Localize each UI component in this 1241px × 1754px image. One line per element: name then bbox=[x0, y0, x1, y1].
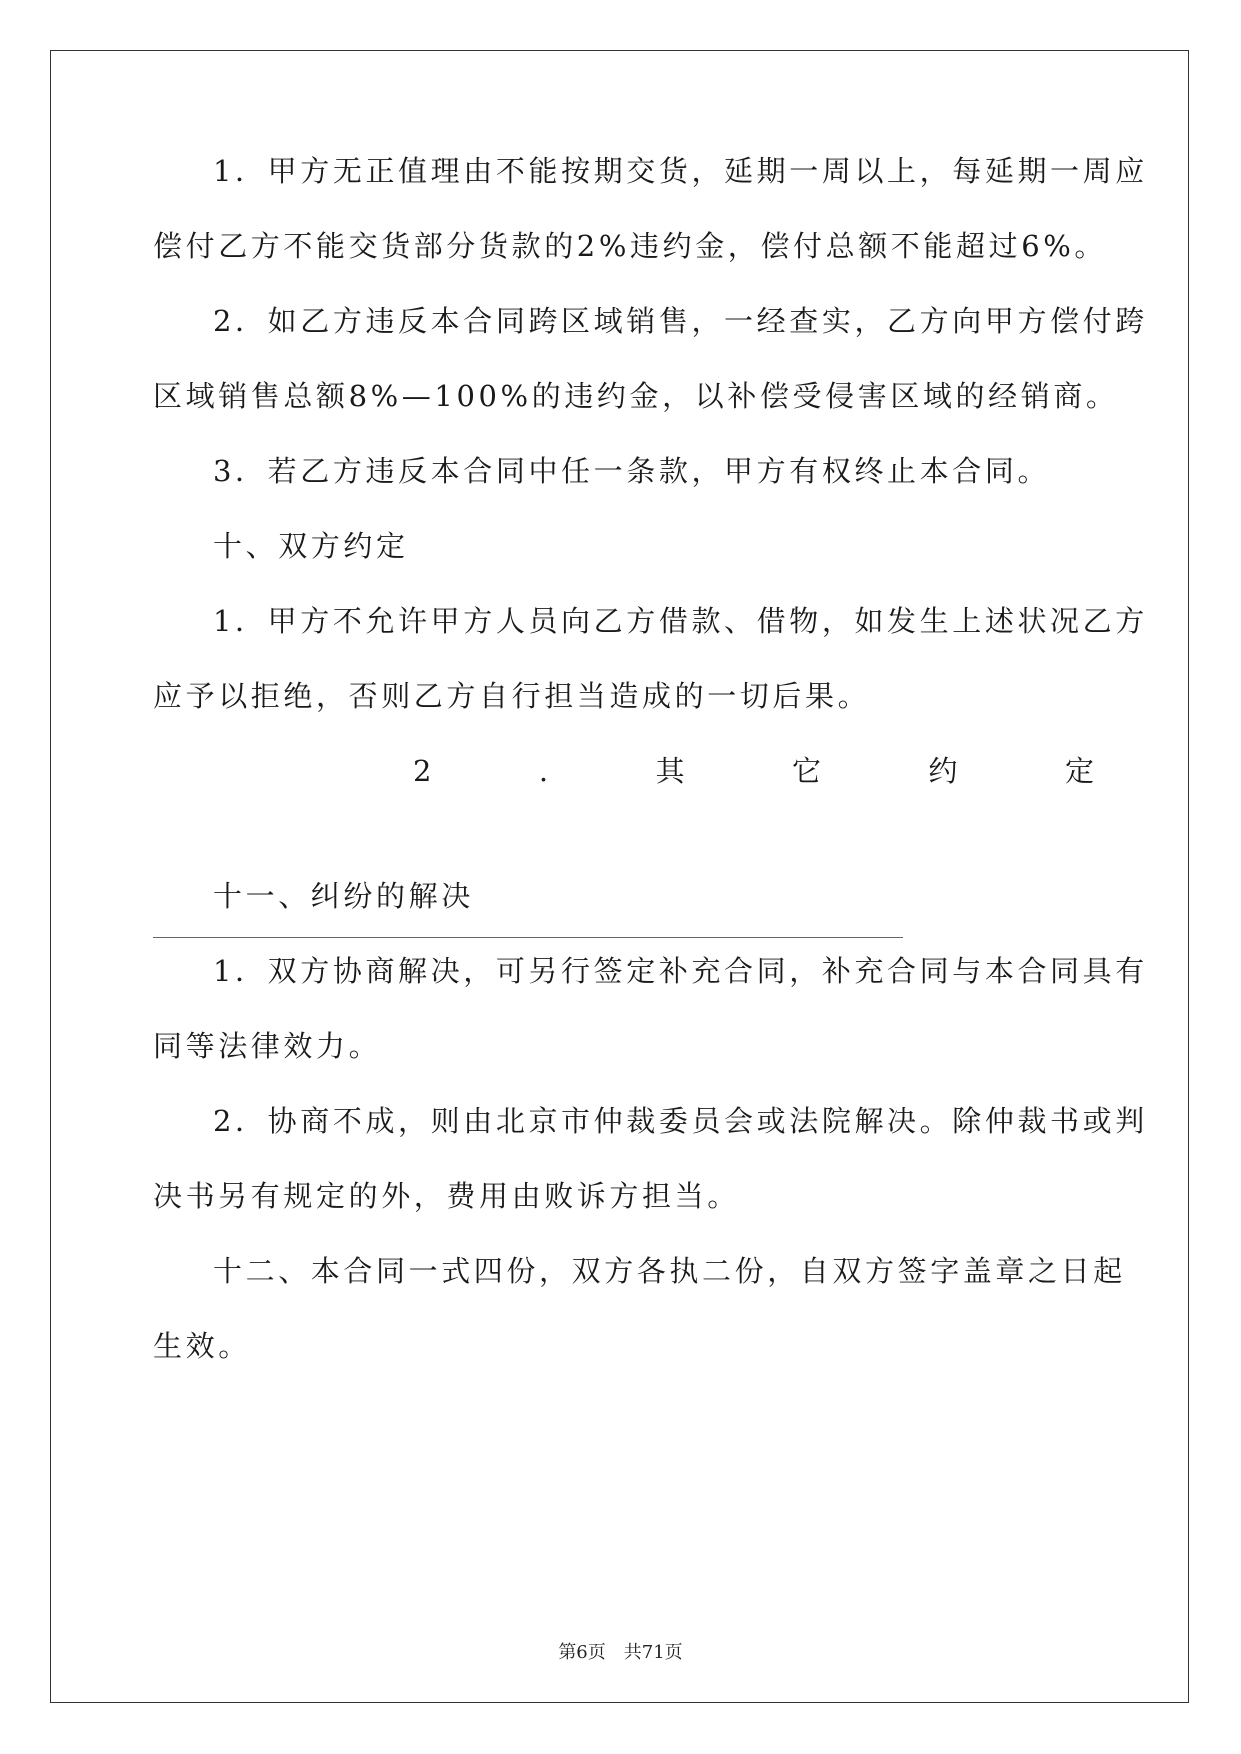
spread-char: 约 bbox=[928, 754, 958, 788]
spread-char: 定 bbox=[1064, 754, 1094, 788]
paragraph-line: 1．甲方无正值理由不能按期交货，延期一周以上，每延期一周应 bbox=[213, 154, 1148, 188]
paragraph-line: 区域销售总额8%—100%的违约金，以补偿受侵害区域的经销商。 bbox=[153, 379, 1119, 413]
section-heading: 十、双方约定 bbox=[213, 529, 409, 563]
spread-char: 2 bbox=[413, 754, 432, 788]
paragraph-line: 决书另有规定的外，费用由败诉方担当。 bbox=[153, 1179, 740, 1213]
spread-char: 其 bbox=[655, 754, 685, 788]
section-heading: 十一、纠纷的解决 bbox=[213, 879, 474, 913]
paragraph-line: 同等法律效力。 bbox=[153, 1029, 382, 1063]
other-agreement-line bbox=[153, 751, 1094, 791]
fill-in-blank-line bbox=[153, 937, 903, 938]
paragraph-line: 2．如乙方违反本合同跨区域销售，一经查实，乙方向甲方偿付跨 bbox=[213, 304, 1148, 338]
spread-char: 它 bbox=[792, 754, 822, 788]
page-number-footer: 第6页 共71页 bbox=[558, 1642, 683, 1663]
paragraph-line: 3．若乙方违反本合同中任一条款，甲方有权终止本合同。 bbox=[213, 454, 1051, 488]
paragraph-line: 1．甲方不允许甲方人员向乙方借款、借物，如发生上述状况乙方 bbox=[213, 604, 1148, 638]
paragraph-line: 2．协商不成，则由北京市仲裁委员会或法院解决。除仲裁书或判 bbox=[213, 1104, 1148, 1138]
paragraph-line: 生效。 bbox=[153, 1329, 251, 1363]
section-heading: 十二、本合同一式四份，双方各执二份，自双方签字盖章之日起 bbox=[213, 1254, 1126, 1288]
paragraph-line: 1．双方协商解决，可另行签定补充合同，补充合同与本合同具有 bbox=[213, 954, 1148, 988]
spread-char: . bbox=[538, 754, 549, 788]
paragraph-line: 应予以拒绝，否则乙方自行担当造成的一切后果。 bbox=[153, 679, 871, 713]
paragraph-line: 偿付乙方不能交货部分货款的2%违约金，偿付总额不能超过6%。 bbox=[153, 229, 1108, 263]
